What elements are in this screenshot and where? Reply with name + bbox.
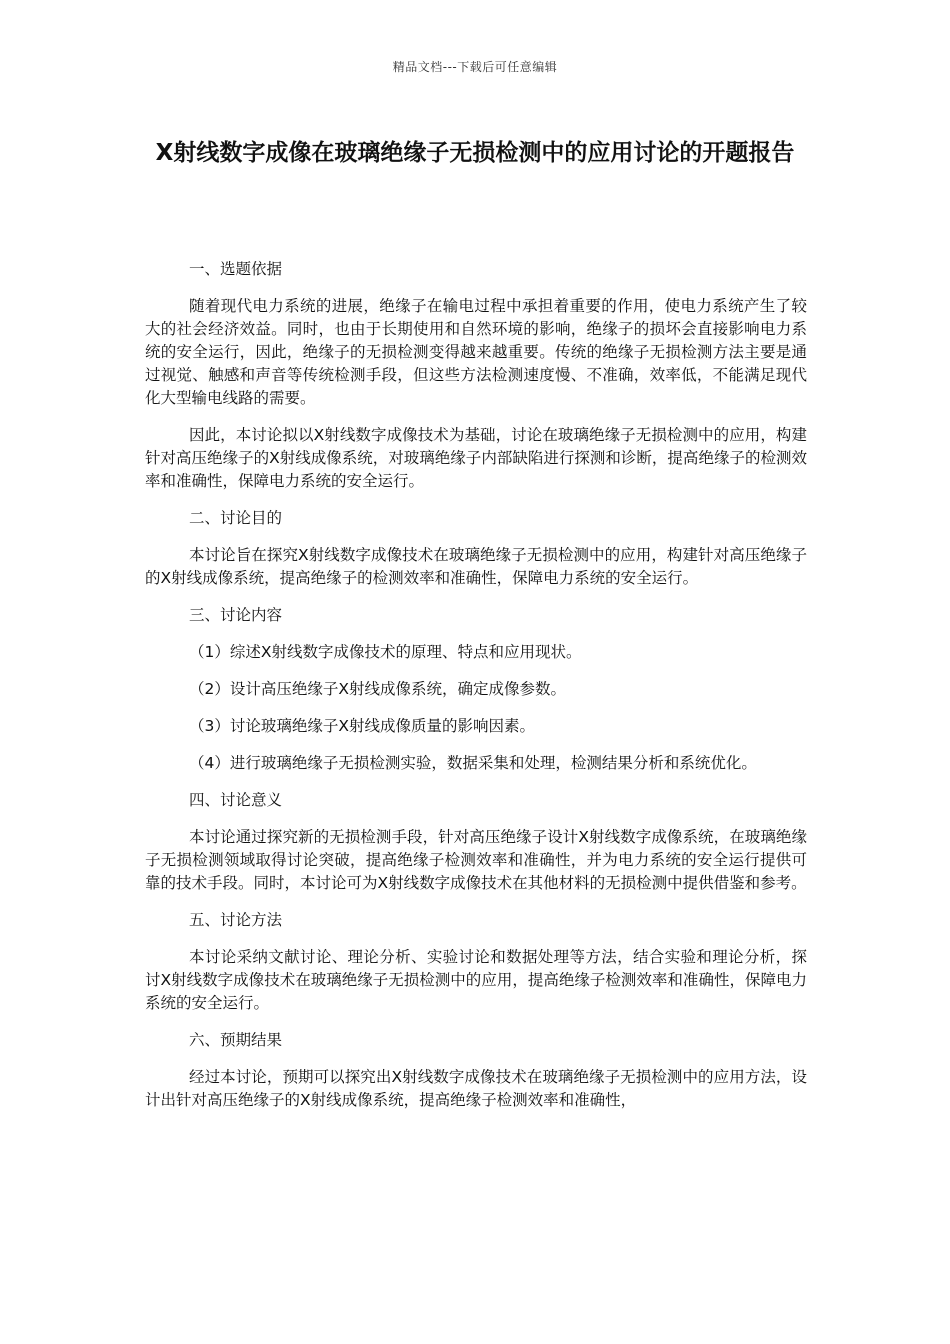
list-item: （2）设计高压绝缘子X射线成像系统，确定成像参数。 <box>189 680 566 698</box>
list-item: （4）进行玻璃绝缘子无损检测实验，数据采集和处理，检测结果分析和系统优化。 <box>189 754 757 772</box>
paragraph: 本讨论采纳文献讨论、理论分析、实验讨论和数据处理等方法，结合实验和理论分析，探讨X射线数字成像技术在玻璃绝缘子无损检测中的应用，提高绝缘子检测效率和准确性，保障电力系统的安全运行。 <box>145 948 807 1012</box>
paragraph: 因此，本讨论拟以X射线数字成像技术为基础，讨论在玻璃绝缘子无损检测中的应用，构建针对高压绝缘子的X射线成像系统，对玻璃绝缘子内部缺陷进行探测和诊断，提高绝缘子的检测效率和准确性，保障电力系统的安全运行。 <box>145 426 807 490</box>
paragraph: 本讨论旨在探究X射线数字成像技术在玻璃绝缘子无损检测中的应用，构建针对高压绝缘子的X射线成像系统，提高绝缘子的检测效率和准确性，保障电力系统的安全运行。 <box>145 546 807 587</box>
list-item: （1）综述X射线数字成像技术的原理、特点和应用现状。 <box>189 643 582 661</box>
paragraph: 本讨论通过探究新的无损检测手段，针对高压绝缘子设计X射线数字成像系统，在玻璃绝缘子无损检测领域取得讨论突破，提高绝缘子检测效率和准确性，并为电力系统的安全运行提供可靠的技术手段。同时，本讨论可为X射线数字成像技术在其他材料的无损检测中提供借鉴和参考。 <box>145 828 807 892</box>
page-header-note: 精品文档---下载后可任意编辑 <box>392 60 558 74</box>
paragraph: 经过本讨论，预期可以探究出X射线数字成像技术在玻璃绝缘子无损检测中的应用方法，设计出针对高压绝缘子的X射线成像系统，提高绝缘子检测效率和准确性， <box>145 1068 807 1109</box>
list-item: （3）讨论玻璃绝缘子X射线成像质量的影响因素。 <box>189 717 535 735</box>
document-title: X射线数字成像在玻璃绝缘子无损检测中的应用讨论的开题报告 <box>155 140 795 166</box>
section-heading: 六、预期结果 <box>189 1031 283 1049</box>
section-heading: 一、选题依据 <box>189 260 283 278</box>
document-body <box>145 258 807 1126</box>
section-heading: 二、讨论目的 <box>189 509 283 527</box>
paragraph: 随着现代电力系统的进展，绝缘子在输电过程中承担着重要的作用，使电力系统产生了较大的社会经济效益。同时，也由于长期使用和自然环境的影响，绝缘子的损坏会直接影响电力系统的安全运行，因此，绝缘子的无损检测变得越来越重要。传统的绝缘子无损检测方法主要是通过视觉、触感和声音等传统检测手段，但这些方法检测速度慢、不准确，效率低，不能满足现代化大型输电线路的需要。 <box>145 297 807 407</box>
section-heading: 五、讨论方法 <box>189 911 283 929</box>
section-heading: 四、讨论意义 <box>189 791 283 809</box>
section-heading: 三、讨论内容 <box>189 606 283 624</box>
